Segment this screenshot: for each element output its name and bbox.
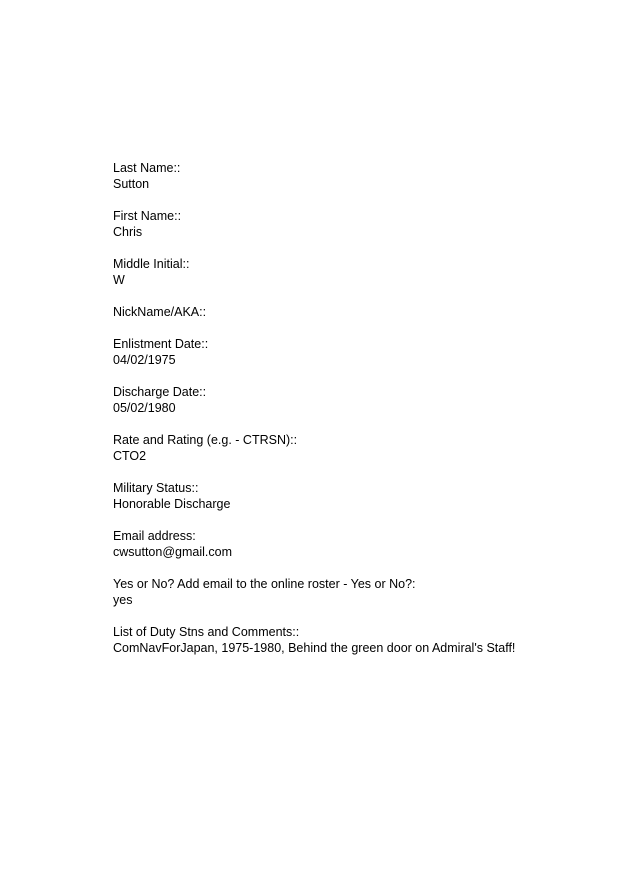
field-nickname (113, 304, 633, 320)
field-duty-stations (113, 624, 633, 656)
field-label: NickName/AKA:: (113, 305, 207, 319)
field-roster-consent (113, 576, 633, 608)
field-label: Email address: (113, 529, 196, 543)
field-label: List of Duty Stns and Comments:: (113, 625, 300, 639)
field-enlistment-date (113, 336, 633, 368)
field-label: First Name:: (113, 209, 182, 223)
field-value: 05/02/1980 (113, 401, 176, 415)
field-value: cwsutton@gmail.com (113, 545, 232, 559)
field-value: Honorable Discharge (113, 497, 231, 511)
field-value: yes (113, 593, 133, 607)
field-discharge-date (113, 384, 633, 416)
field-label: Yes or No? Add email to the online roster - Yes or No?: (113, 577, 416, 591)
field-label: Discharge Date:: (113, 385, 207, 399)
field-label: Last Name:: (113, 161, 181, 175)
record-form (113, 160, 633, 672)
field-label: Military Status:: (113, 481, 199, 495)
field-value: CTO2 (113, 449, 147, 463)
field-label: Rate and Rating (e.g. - CTRSN):: (113, 433, 298, 447)
field-label: Middle Initial:: (113, 257, 190, 271)
field-value: W (113, 273, 125, 287)
field-military-status (113, 480, 633, 512)
field-middle-initial (113, 256, 633, 288)
field-value: Sutton (113, 177, 150, 191)
field-value: 04/02/1975 (113, 353, 176, 367)
field-email (113, 528, 633, 560)
field-value: Chris (113, 225, 143, 239)
field-rate-rating (113, 432, 633, 464)
field-first-name (113, 208, 633, 240)
field-last-name (113, 160, 633, 192)
field-value: ComNavForJapan, 1975-1980, Behind the green door on Admiral's Staff! (113, 641, 516, 655)
field-label: Enlistment Date:: (113, 337, 209, 351)
